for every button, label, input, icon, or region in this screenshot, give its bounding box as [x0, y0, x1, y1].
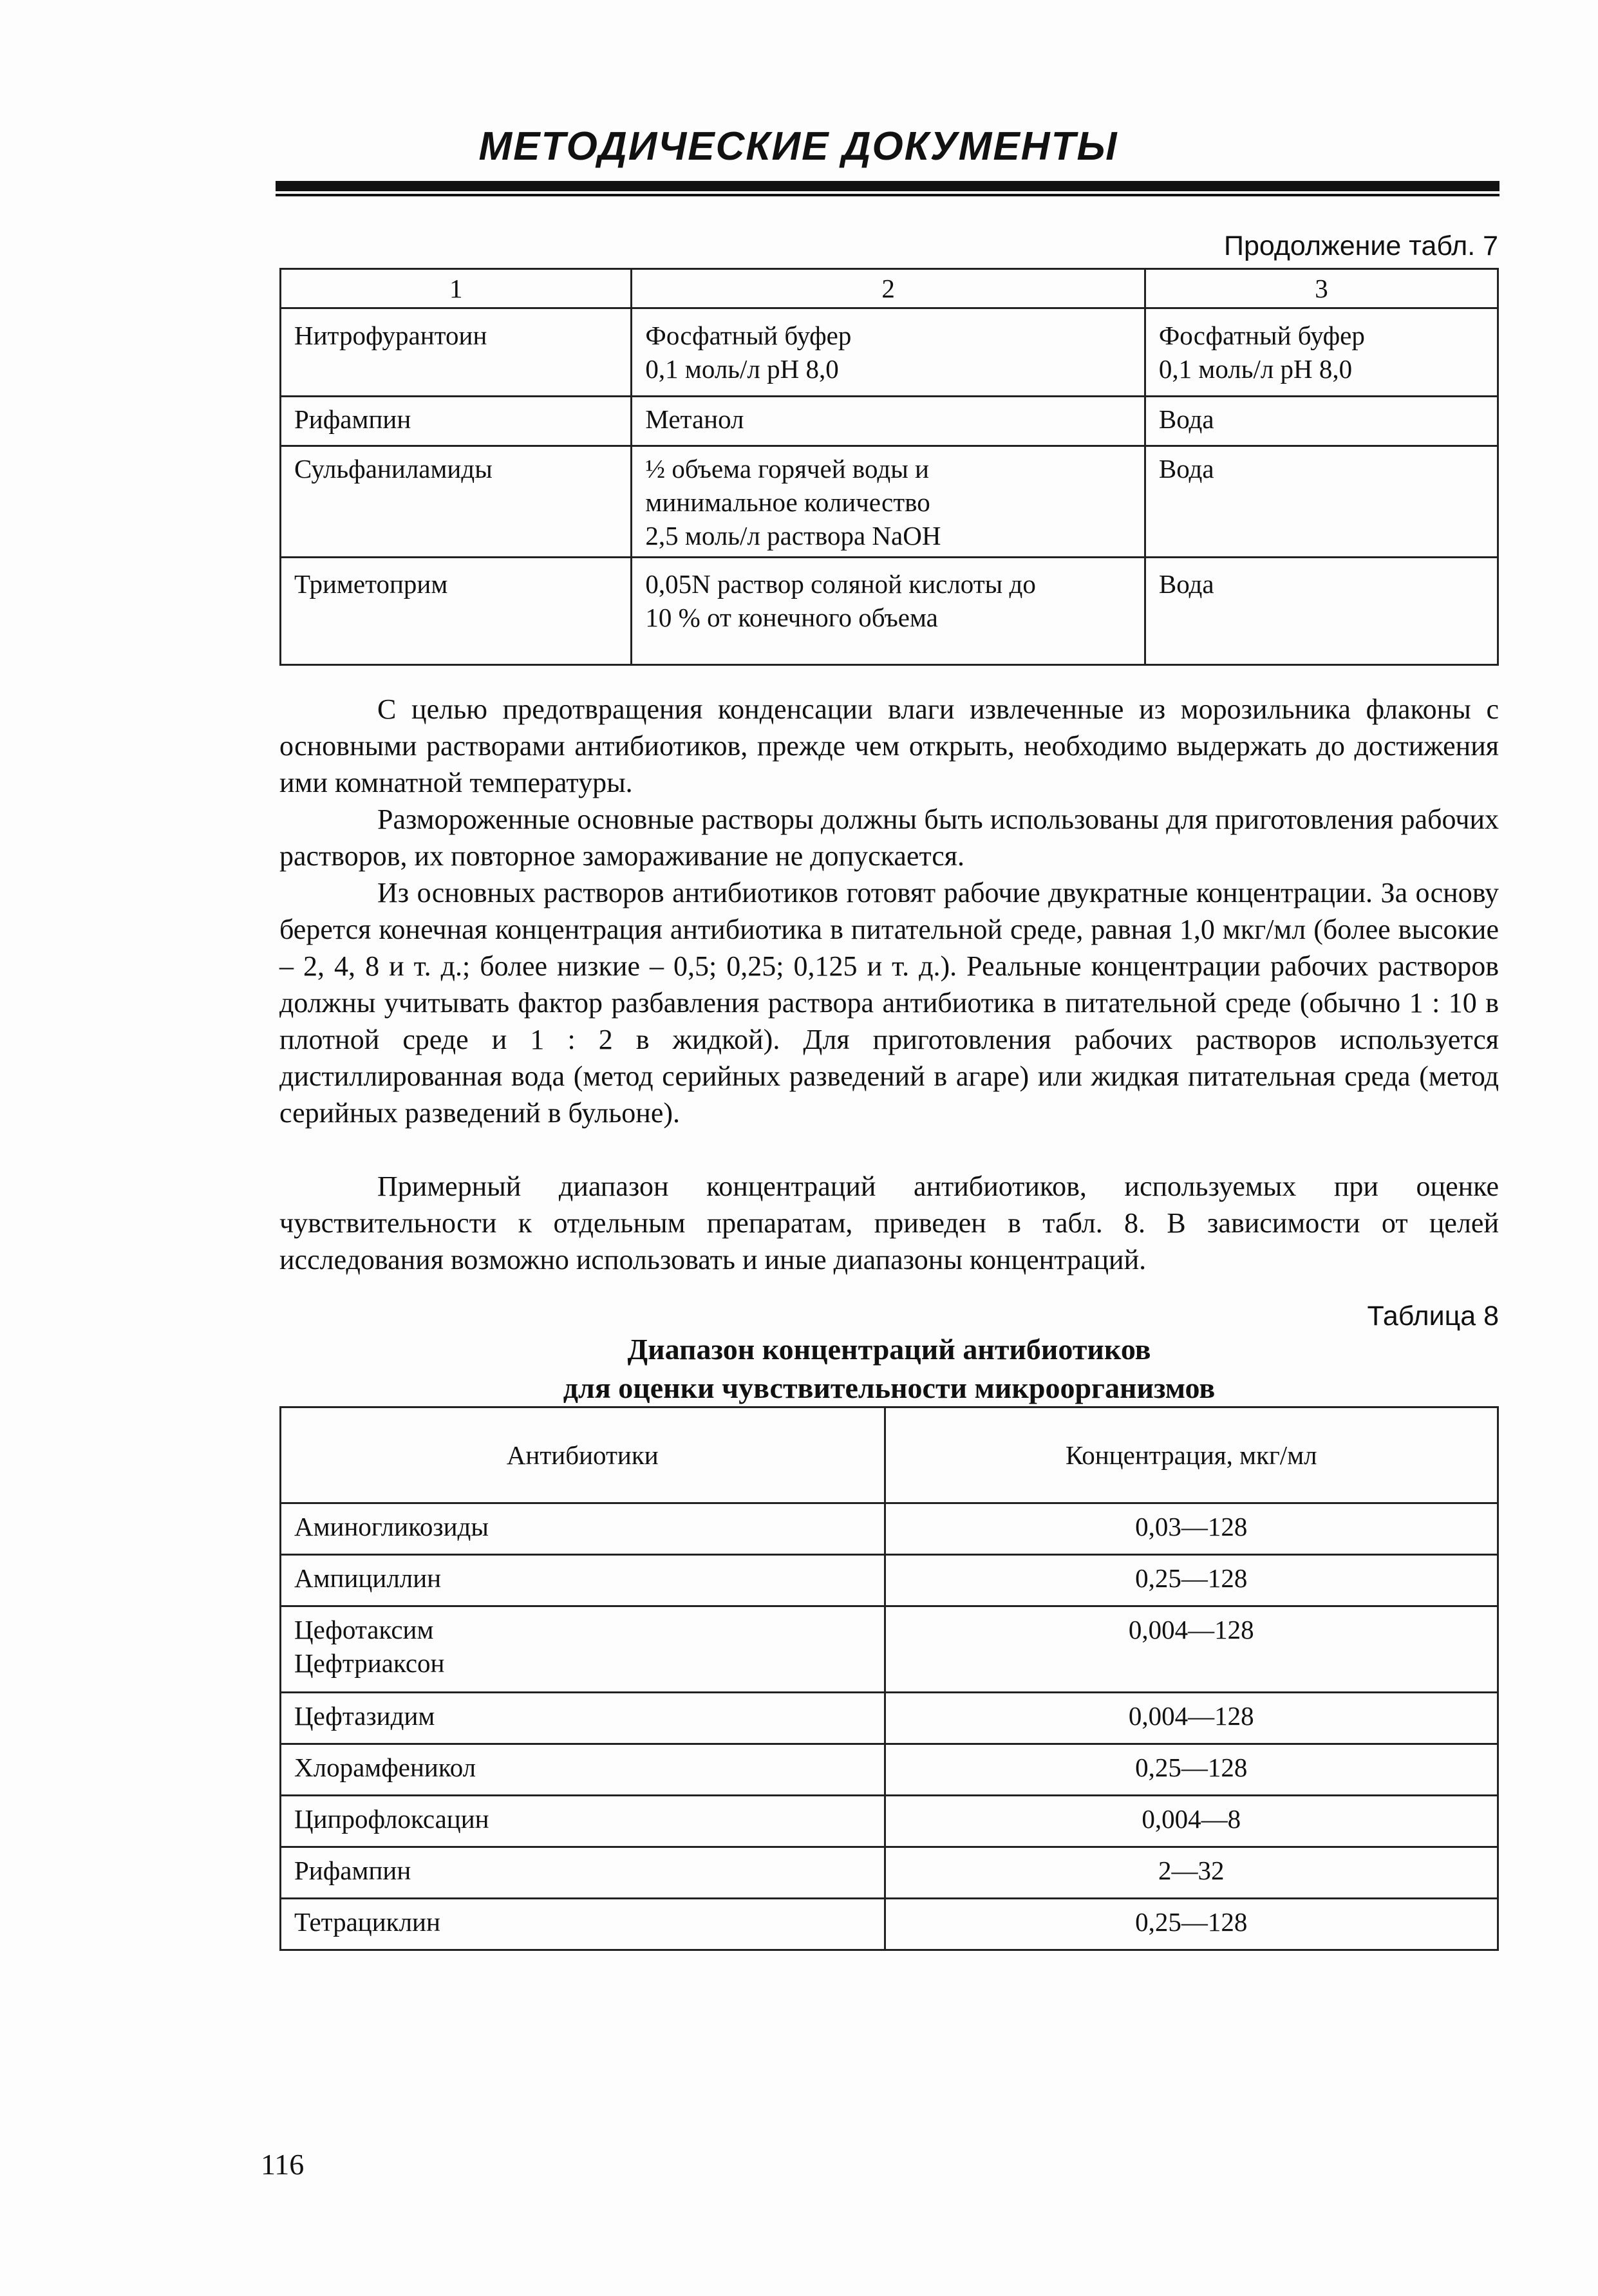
body-paragraph: Из основных растворов антибиотиков готовят рабочие двукратные концентрации. За основу берется конечная концентрация антибиотика в питательной среде, равная 1,0 мкг/мл (более высокие – 2, 4, 8 и т. д.; более низкие – 0,5; 0,25; 0,125 и т. д.). Реальные концентрации рабочих растворов должны учитывать фактор разбавления раствора антибиотика в питательной среде (обычно 1 : 10 в плотной среде и 1 : 2 в жидкой). Для приготовления рабочих растворов используется дистиллированная вода (метод серийных разведений в агаре) или жидкая питательная среда (метод серийных разведений в бульоне).: [279, 877, 1499, 1129]
table-row: [281, 1744, 1498, 1796]
table-row: [281, 1847, 1498, 1899]
solvent-cell: [632, 558, 1145, 665]
concentration-range: 2—32: [885, 1847, 1498, 1899]
diluent-cell: [1145, 308, 1498, 397]
concentration-range: 0,03—128: [885, 1503, 1498, 1555]
antibiotic-name: [281, 1606, 885, 1693]
column-number-row: [281, 269, 1498, 308]
cell-line: Фосфатный буфер: [1158, 321, 1365, 350]
drug-name: Сульфаниламиды: [281, 446, 632, 558]
page-number: 116: [261, 2148, 305, 2181]
body-paragraph: С целью предотвращения конденсации влаги извлеченные из морозильника флаконы с основными растворами антибиотиков, прежде чем открыть, необходимо выдержать до достижения ими комнатной температуры.: [279, 693, 1499, 798]
table-row: [281, 1555, 1498, 1606]
table-row: [281, 1606, 1498, 1693]
table-row: [281, 397, 1498, 446]
table8-caption: [279, 1330, 1499, 1407]
cell-line: 0,1 моль/л pH 8,0: [645, 354, 839, 384]
antibiotic-name: [281, 1847, 885, 1899]
antibiotic-name: [281, 1899, 885, 1950]
solvent-cell: [632, 446, 1145, 558]
table-header-row: [281, 1407, 1498, 1503]
solvent-cell: [632, 308, 1145, 397]
cell-line: Вода: [1158, 569, 1214, 599]
cell-line: Тетрациклин: [294, 1907, 440, 1937]
cell-line: ½ объема горячей воды и: [645, 454, 929, 484]
cell-line: Вода: [1158, 454, 1214, 484]
concentration-range: 0,25—128: [885, 1555, 1498, 1606]
table-row: [281, 558, 1498, 665]
table8-label: Таблица 8: [1367, 1301, 1499, 1331]
header-rule-thick: [276, 181, 1499, 191]
concentration-range: 0,004—8: [885, 1796, 1498, 1847]
column-header-concentration: Концентрация, мкг/мл: [885, 1407, 1498, 1503]
diluent-cell: [1145, 397, 1498, 446]
cell-line: 0,05N раствор соляной кислоты до: [645, 569, 1036, 599]
table-row: [281, 446, 1498, 558]
solvent-cell: [632, 397, 1145, 446]
cell-line: Аминогликозиды: [294, 1512, 489, 1541]
concentration-range: 0,004—128: [885, 1606, 1498, 1693]
concentration-range: 0,004—128: [885, 1693, 1498, 1744]
cell-line: Вода: [1158, 404, 1214, 434]
cell-line: минимальное количество: [645, 487, 930, 517]
concentration-range: 0,25—128: [885, 1899, 1498, 1950]
cell-line: Ципрофлоксацин: [294, 1804, 489, 1834]
caption-line: для оценки чувствительности микроорганизмов: [563, 1371, 1216, 1404]
table-row: [281, 1796, 1498, 1847]
table-row: [281, 308, 1498, 397]
table7-continuation-label: Продолжение табл. 7: [1224, 231, 1498, 261]
cell-line: 0,1 моль/л pH 8,0: [1158, 354, 1353, 384]
diluent-cell: [1145, 558, 1498, 665]
column-header-antibiotics: Антибиотики: [281, 1407, 885, 1503]
cell-line: Цефотаксим: [294, 1615, 434, 1644]
column-number: 2: [632, 269, 1145, 308]
antibiotic-name: [281, 1744, 885, 1796]
cell-line: Цефтазидим: [294, 1701, 435, 1731]
body-paragraph: Примерный диапазон концентраций антибиотиков, используемых при оценке чувствительности к отдельным препаратам, приведен в табл. 8. В зависимости от целей исследования возможно использовать и иные диапазоны концентраций.: [279, 1171, 1499, 1275]
cell-line: Фосфатный буфер: [645, 321, 852, 350]
cell-line: Хлорамфеникол: [294, 1753, 476, 1782]
diluent-cell: [1145, 446, 1498, 558]
column-number: 1: [281, 269, 632, 308]
drug-name: Нитрофурантоин: [281, 308, 632, 397]
antibiotic-name: [281, 1693, 885, 1744]
cell-line: 10 % от конечного объема: [645, 603, 938, 632]
drug-name: Триметоприм: [281, 558, 632, 665]
cell-line: Рифампин: [294, 1856, 411, 1885]
body-paragraph: Размороженные основные растворы должны быть использованы для приготовления рабочих растворов, их повторное замораживание не допускается.: [279, 804, 1499, 872]
cell-line: Цефтриаксон: [294, 1648, 445, 1678]
table-row: [281, 1503, 1498, 1555]
concentration-range: 0,25—128: [885, 1744, 1498, 1796]
column-number: 3: [1145, 269, 1498, 308]
antibiotic-name: [281, 1555, 885, 1606]
header-rule-thin: [276, 194, 1499, 196]
table-7-continued: [279, 268, 1499, 666]
drug-name: Рифампин: [281, 397, 632, 446]
table-row: [281, 1693, 1498, 1744]
antibiotic-name: [281, 1796, 885, 1847]
running-header: МЕТОДИЧЕСКИЕ ДОКУМЕНТЫ: [478, 124, 1118, 169]
cell-line: Ампициллин: [294, 1563, 442, 1593]
cell-line: Метанол: [645, 404, 744, 434]
caption-line: Диапазон концентраций антибиотиков: [627, 1333, 1151, 1366]
cell-line: 2,5 моль/л раствора NaOH: [645, 521, 941, 550]
table-8: [279, 1406, 1499, 1951]
antibiotic-name: [281, 1503, 885, 1555]
table-row: [281, 1899, 1498, 1950]
